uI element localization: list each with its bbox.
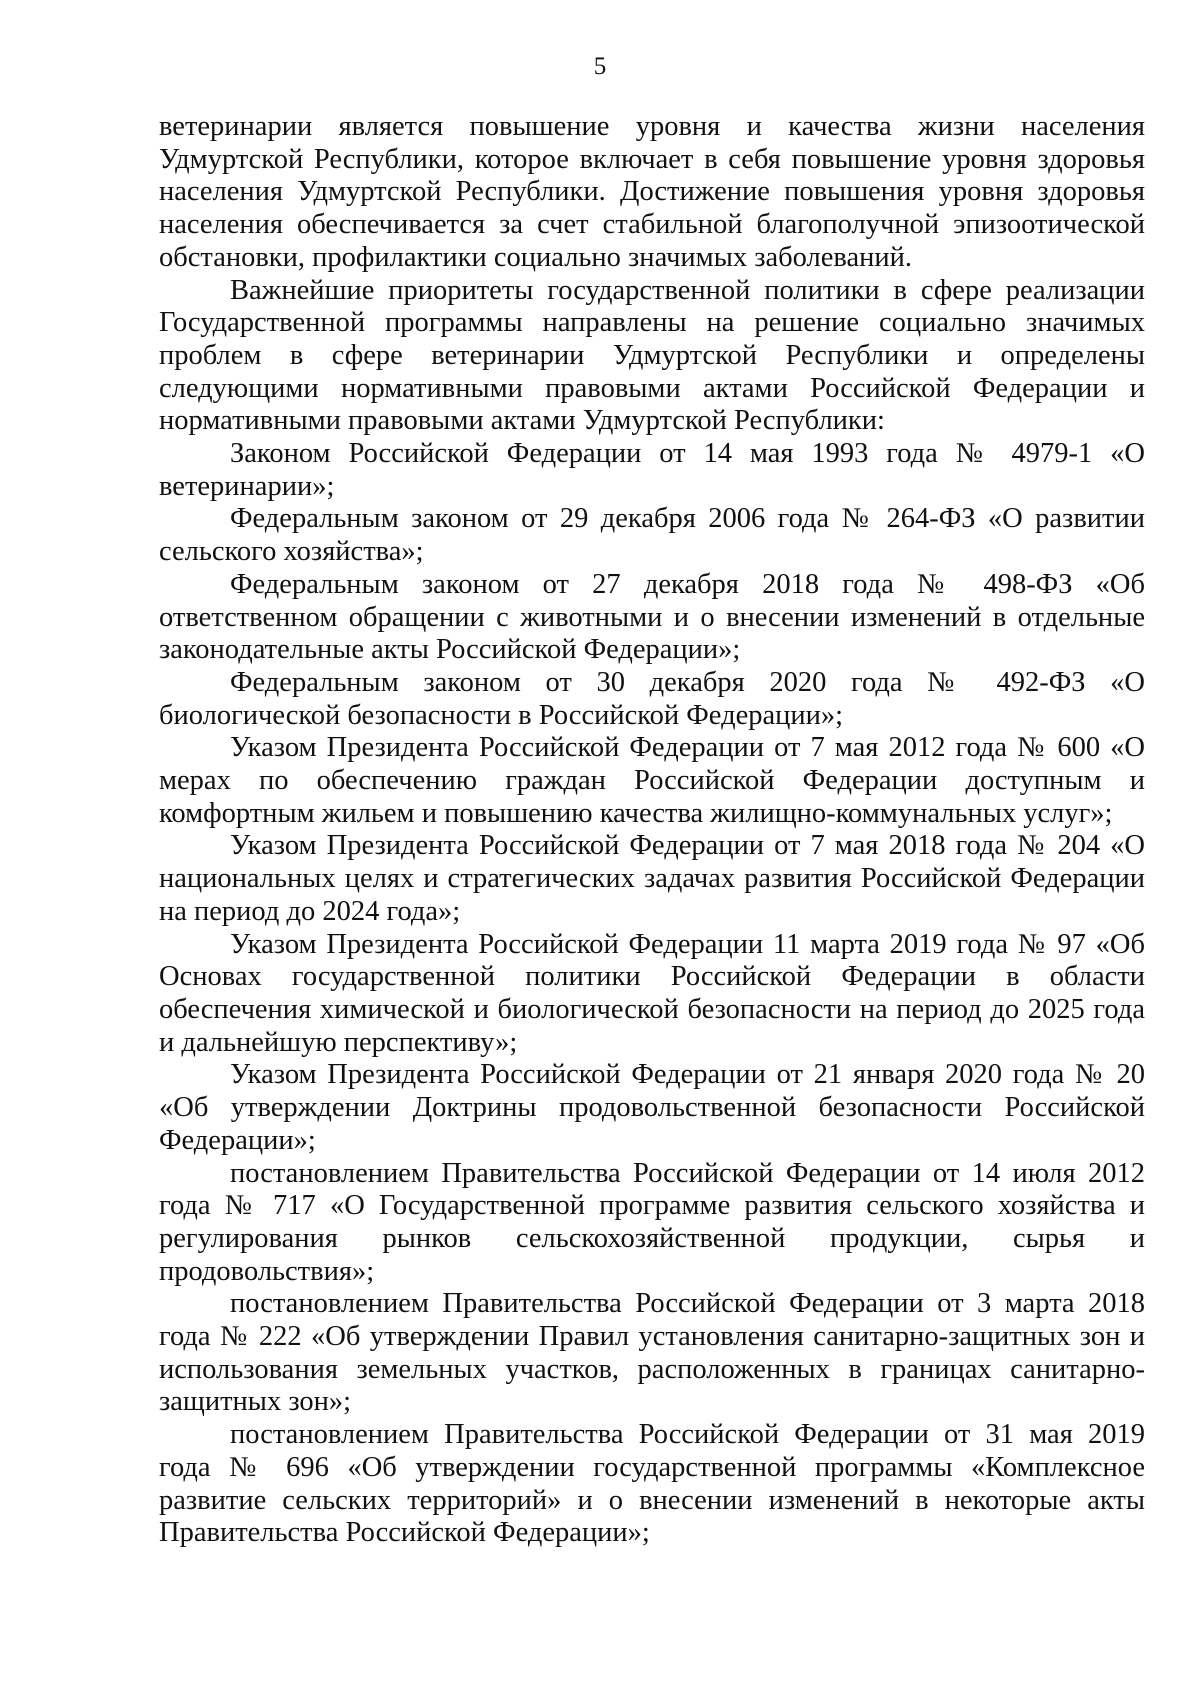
paragraph-resolution-717: постановлением Правительства Российской Федерации от 14 июля 2012 года № 717 «О Государственной программе развития сельского хозяйства и регулирования рынков сельскохозяйственной продукции, сырья и продовольствия»;	[159, 1157, 1145, 1287]
paragraph-federal-law-264: Федеральным законом от 29 декабря 2006 года № 264-ФЗ «О развитии сельского хозяйства»;	[159, 503, 1145, 568]
paragraph-state-policy-priorities: Важнейшие приоритеты государственной политики в сфере реализации Государственной программы направлены на решение социально значимых проблем в сфере ветеринарии Удмуртской Республики и определены следующими нормативными правовыми актами Российской Федерации и нормативными правовыми актами Удмуртской Республики:	[159, 274, 1145, 437]
paragraph-federal-law-492: Федеральным законом от 30 декабря 2020 года № 492-ФЗ «О биологической безопасности в Российской Федерации»;	[159, 666, 1145, 731]
page-number: 5	[593, 53, 607, 80]
paragraph-decree-97: Указом Президента Российской Федерации 11 марта 2019 года № 97 «Об Основах государственной политики Российской Федерации в области обеспечения химической и биологической безопасности на период до 2025 года и дальнейшую перспективу»;	[159, 928, 1145, 1058]
document-body	[159, 111, 1145, 1550]
paragraph-decree-600: Указом Президента Российской Федерации от 7 мая 2012 года № 600 «О мерах по обеспечению граждан Российской Федерации доступным и комфортным жильем и повышению качества жилищно-коммунальных услуг»;	[159, 732, 1145, 829]
paragraph-law-4979-1: Законом Российской Федерации от 14 мая 1993 года № 4979-1 «О ветеринарии»;	[159, 438, 1145, 502]
paragraph-resolution-696: постановлением Правительства Российской Федерации от 31 мая 2019 года № 696 «Об утверждении государственной программы «Комплексное развитие сельских территорий» и о внесении изменений в некоторые акты Правительства Российской Федерации»;	[159, 1419, 1145, 1549]
paragraph-veterinary-goal: ветеринарии является повышение уровня и качества жизни населения Удмуртской Республики, которое включает в себя повышение уровня здоровья населения Удмуртской Республики. Достижение повышения уровня здоровья населения обеспечивается за счет стабильной благополучной эпизоотической обстановки, профилактики социально значимых заболеваний.	[159, 111, 1145, 273]
paragraph-decree-20: Указом Президента Российской Федерации от 21 января 2020 года № 20 «Об утверждении Доктрины продовольственной безопасности Российской Федерации»;	[159, 1059, 1145, 1156]
paragraph-federal-law-498: Федеральным законом от 27 декабря 2018 года № 498-ФЗ «Об ответственном обращении с животными и о внесении изменений в отдельные законодательные акты Российской Федерации»;	[159, 568, 1145, 666]
paragraph-decree-204: Указом Президента Российской Федерации от 7 мая 2018 года № 204 «О национальных целях и стратегических задачах развития Российской Федерации на период до 2024 года»;	[159, 830, 1145, 927]
paragraph-resolution-222: постановлением Правительства Российской Федерации от 3 марта 2018 года № 222 «Об утверждении Правил установления санитарно-защитных зон и использования земельных участков, расположенных в границах санитарно-защитных зон»;	[159, 1288, 1145, 1418]
